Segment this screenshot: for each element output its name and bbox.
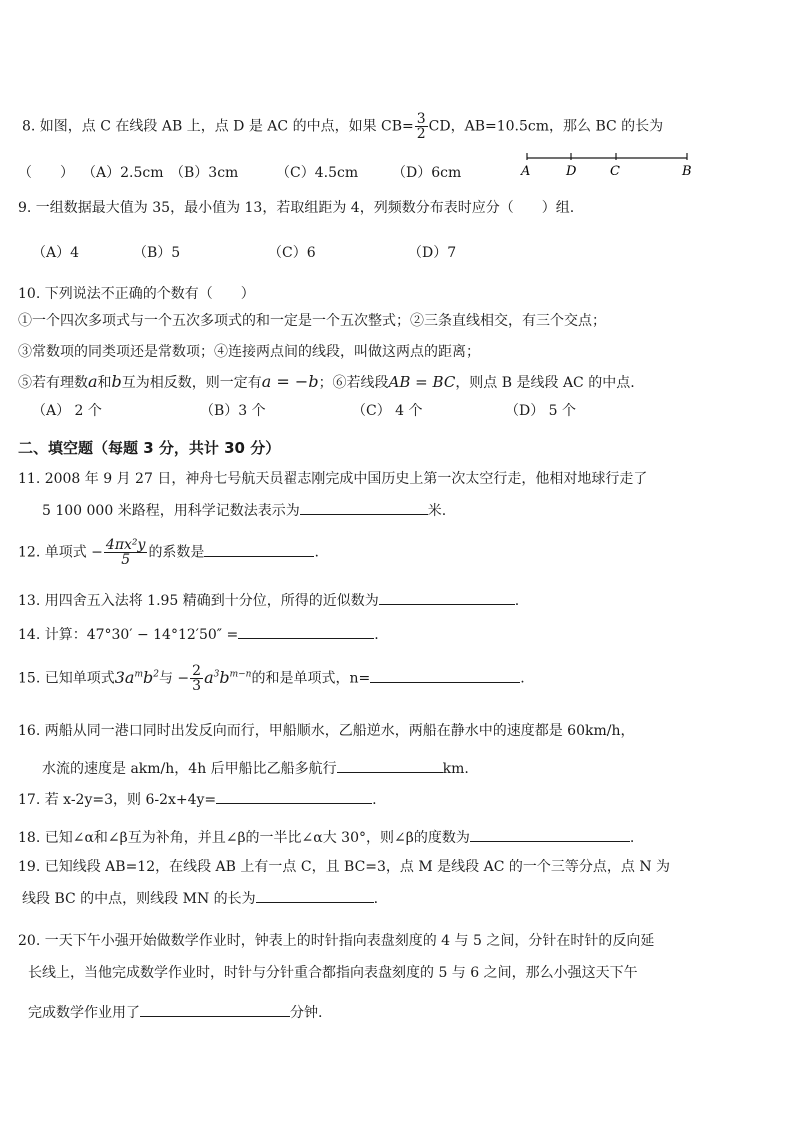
equation-a-neg-b: a = −b [261,372,319,391]
q13-answer-blank[interactable] [379,592,515,605]
q12-answer-blank[interactable] [204,544,314,557]
q16-line2: 水流的速度是 akm/h，4h 后甲船比乙船多航行 km. [42,761,469,777]
q8-option-d: （D）6cm [392,165,462,181]
q15-line: 15. 已知单项式$3a^mb^2$与 − $\frac{2}{3}$ $a^3b^{m-n}$的和是单项式，n= . [18,663,525,694]
q14-answer-blank[interactable] [238,626,374,639]
q15-monomial-2: $a^3b^{m-n}$ [204,667,252,687]
q15-answer-blank[interactable] [370,670,520,683]
q8-segment-diagram [515,148,700,182]
var-a: a [88,372,98,391]
q20-line1: 20. 一天下午小强开始做数学作业时，钟表上的时针指向表盘刻度的 4 与 5 之间，分针在时针的反向延 [18,933,655,949]
label-d: D [566,164,577,179]
q10-statement-line3: ⑤若有理数a和b互为相反数，则一定有a = −b；⑥若线段AB = BC，则点 B 是线段 AC 的中点. [18,372,635,391]
q11-line2: 5 100 000 米路程，用科学记数法表示为 米. [42,503,447,519]
q16-answer-blank[interactable] [337,760,443,773]
q9-option-b: （B）5 [133,245,181,261]
q8-stem [22,112,663,141]
q11-line1: 11. 2008 年 9 月 27 日，神舟七号航天员翟志刚完成中国历史上第一次太空行走，他相对地球行走了 [18,471,648,487]
q15-monomial-1: $3a^mb^2$ [114,667,159,687]
q12-line: 12. 单项式 − $\frac{\text{4πx²y}}{5}$ 的系数是 . [18,537,319,568]
q10-option-d: （D） 5 个 [505,403,577,419]
q19-line2: 线段 BC 的中点，则线段 MN 的长为 . [22,891,379,907]
q17-answer-blank[interactable] [216,791,372,804]
q8-option-c: （C）4.5cm [276,165,359,181]
q20-line2: 长线上，当他完成数学作业时，时针与分针重合都指向表盘刻度的 5 与 6 之间，那么小强这天下午 [28,965,638,981]
q10-option-c: （C） 4 个 [352,403,423,419]
q10-statement-line2: ③常数项的同类项还是常数项；④连接两点间的线段，叫做这两点的距离； [18,344,480,360]
q17-line: 17. 若 x-2y=3，则 6-2x+4y= . [18,792,377,808]
section-title-fill-in: 二、填空题（每题 3 分，共计 30 分） [18,439,281,457]
var-b: b [111,372,122,391]
q16-line1: 16. 两船从同一港口同时出发反向而行，甲船顺水，乙船逆水，两船在静水中的速度都是 60km/h， [18,723,635,739]
q9-option-d: （D）7 [408,245,457,261]
q8-text-b: CD，AB=10.5cm，那么 BC 的长为 [428,118,664,135]
q8-option-b: （B）3cm [170,165,239,181]
q10-option-a: （A） 2 个 [32,403,102,419]
q12-fraction: $\frac{\text{4πx²y}}{5}$ [105,537,146,568]
q14-line: 14. 计算：47°30′ − 14°12′50″ = . [18,627,379,643]
q11-answer-blank[interactable] [300,502,428,515]
q18-answer-blank[interactable] [470,829,630,842]
q20-line3: 完成数学作业用了 分钟. [28,1005,323,1021]
label-c: C [610,164,620,179]
q8-answer-paren: （ ） [18,165,74,181]
q13-line: 13. 用四舍五入法将 1.95 精确到十分位，所得的近似数为 . [18,593,520,609]
q15-fraction: $\frac{2}{3}$ [192,663,202,694]
q8-option-a: （A）2.5cm [82,165,164,181]
q10-stem: 10. 下列说法不正确的个数有（ ） [18,286,255,302]
label-a: A [521,164,531,179]
q9-option-a: （A）4 [32,245,80,261]
q10-option-b: （B）3 个 [200,403,266,419]
q8-text-a: 8. 如图，点 C 在线段 AB 上，点 D 是 AC 的中点，如果 CB= [22,118,414,135]
q20-answer-blank[interactable] [140,1004,290,1017]
q9-option-c: （C）6 [268,245,316,261]
equation-ab-bc: AB = BC [388,373,456,391]
q9-stem: 9. 一组数据最大值为 35，最小值为 13，若取组距为 4，列频数分布表时应分（ ）组. [18,200,575,216]
q18-line: 18. 已知∠α和∠β互为补角，并且∠β的一半比∠α大 30°，则∠β的度数为 . [18,830,635,846]
q8-fraction: $\frac{3}{2}$ [416,111,426,142]
q10-statement-line1: ①一个四次多项式与一个五次多项式的和一定是一个五次整式；②三条直线相交，有三个交点； [18,313,606,329]
label-b: B [682,164,692,179]
q19-answer-blank[interactable] [256,890,374,903]
q19-line1: 19. 已知线段 AB=12，在线段 AB 上有一点 C，且 BC=3，点 M 是线段 AC 的一个三等分点，点 N 为 [18,859,671,875]
